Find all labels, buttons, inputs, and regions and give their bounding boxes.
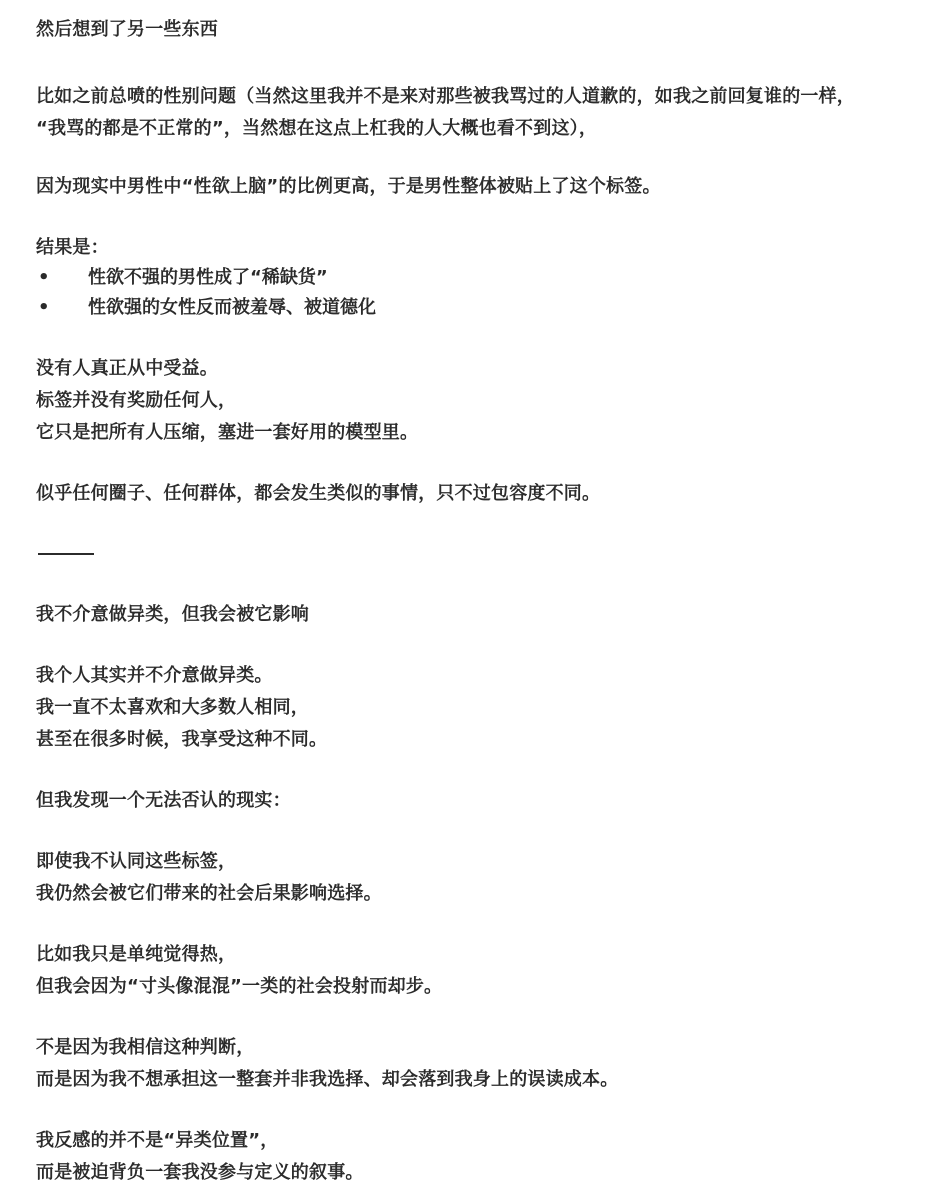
list-item-text: 性欲强的女性反而被羞辱、被道德化 (88, 297, 376, 318)
paragraph-line: 但我会因为“寸头像混混”一类的社会投射而却步。 (36, 976, 443, 997)
paragraph-line: 而是因为我不想承担这一整套并非我选择、却会落到我身上的误读成本。 (36, 1069, 619, 1090)
section-title: 我不介意做异类，但我会被它影响 (36, 604, 309, 625)
paragraph-line: 标签并没有奖励任何人， (36, 390, 237, 411)
paragraph-line: 我反感的并不是“异类位置”， (36, 1130, 279, 1151)
paragraph-line: 没有人真正从中受益。 (36, 358, 218, 379)
paragraph-line: “我骂的都是不正常的”，当然想在这点上杠我的人大概也看不到这）， (36, 118, 598, 139)
bullet-icon: • (38, 267, 50, 288)
paragraph-line: 比如之前总喷的性别问题（当然这里我并不是来对那些被我骂过的人道歉的，如我之前回复谁的一样， (36, 86, 855, 107)
paragraph-line: 似乎任何圈子、任何群体，都会发生类似的事情，只不过包容度不同。 (36, 483, 601, 504)
bullet-icon: • (38, 297, 50, 318)
paragraph-line: 但我发现一个无法否认的现实： (36, 790, 291, 811)
paragraph-line: 我个人其实并不介意做异类。 (36, 665, 273, 686)
paragraph-line: 我一直不太喜欢和大多数人相同， (36, 697, 309, 718)
paragraph-line: 因为现实中男性中“性欲上脑”的比例更高，于是男性整体被贴上了这个标签。 (36, 176, 661, 197)
paragraph-line: 它只是把所有人压缩，塞进一套好用的模型里。 (36, 422, 419, 443)
list-item-text: 性欲不强的男性成了“稀缺货” (88, 267, 328, 288)
section-title: 然后想到了另一些东西 (36, 19, 218, 40)
paragraph-line: 而是被迫背负一套我没参与定义的叙事。 (36, 1162, 364, 1183)
paragraph-line: 比如我只是单纯觉得热， (36, 944, 237, 965)
section-divider (38, 553, 94, 555)
list-label: 结果是： (36, 237, 109, 258)
paragraph-line: 我仍然会被它们带来的社会后果影响选择。 (36, 883, 382, 904)
paragraph-line: 甚至在很多时候，我享受这种不同。 (36, 729, 328, 750)
paragraph-line: 即使我不认同这些标签， (36, 851, 237, 872)
paragraph-line: 不是因为我相信这种判断， (36, 1037, 255, 1058)
